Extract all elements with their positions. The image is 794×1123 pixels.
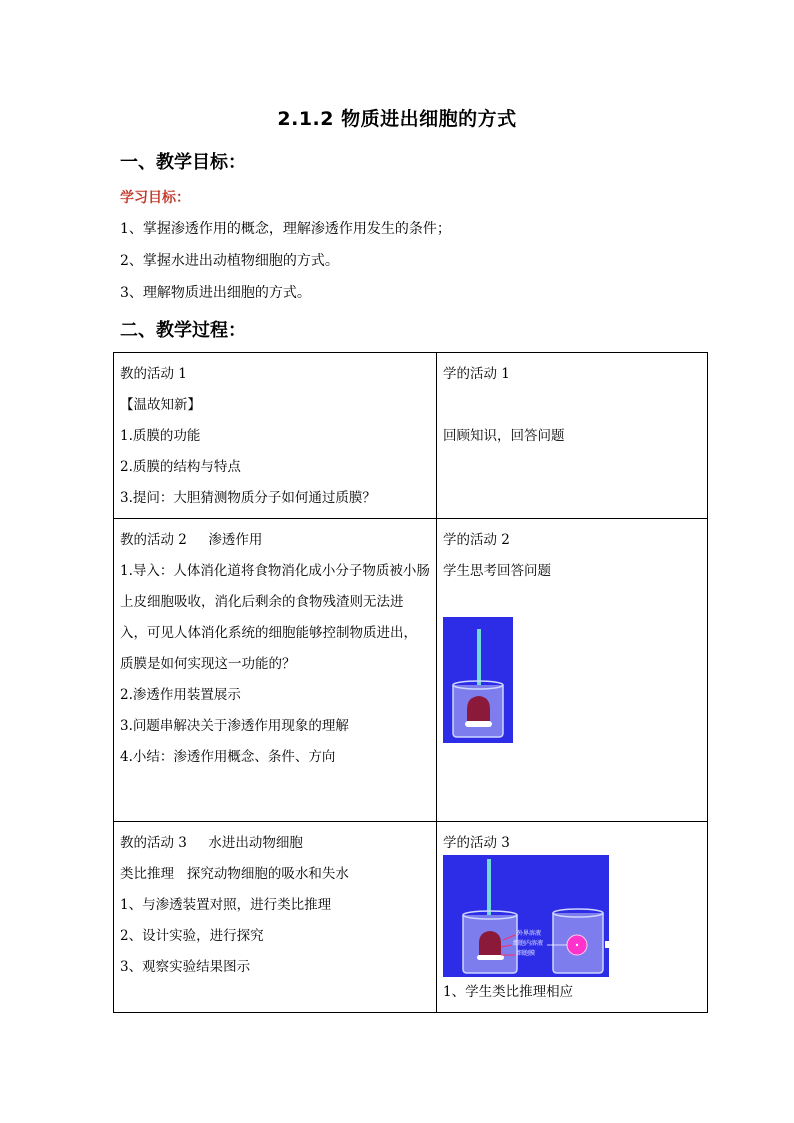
cell-text: 教的活动 3 水进出动物细胞 xyxy=(120,835,303,851)
cell-text: 回顾知识，回答问题 xyxy=(443,428,565,444)
cell-text: 2.渗透作用装置展示 xyxy=(120,687,241,703)
cell-text: 教的活动 2 渗透作用 xyxy=(120,532,263,548)
cell-text: 学的活动 2 xyxy=(443,532,510,548)
figure-label: 细胞膜 xyxy=(517,950,536,957)
cell-text xyxy=(443,390,701,421)
table-row xyxy=(114,353,708,519)
cell-text: 学的活动 3 xyxy=(443,835,510,851)
teacher-cell xyxy=(114,353,437,519)
cell-text: 3、观察实验结果图示 xyxy=(120,959,251,975)
section-heading-objectives: 一、教学目标： xyxy=(120,152,246,173)
table-row xyxy=(114,519,708,822)
animal-cell-comparison-image xyxy=(443,855,609,977)
cell-text: 类比推理 探究动物细胞的吸水和失水 xyxy=(120,866,349,882)
osmosis-apparatus-image xyxy=(443,617,513,743)
section-heading-process: 二、教学过程： xyxy=(120,320,246,341)
cell-text: 3.问题串解决关于渗透作用现象的理解 xyxy=(120,718,349,734)
cell-text: 2.质膜的结构与特点 xyxy=(120,459,241,475)
cell-text: 学生思考回答问题 xyxy=(443,563,551,579)
cell-text: 1、与渗透装置对照，进行类比推理 xyxy=(120,897,332,913)
goal-item: 3、理解物质进出细胞的方式。 xyxy=(120,285,311,301)
goal-item: 1、掌握渗透作用的概念，理解渗透作用发生的条件； xyxy=(120,221,451,237)
cell-text: 3.提问：大胆猜测物质分子如何通过质膜？ xyxy=(120,490,376,506)
student-cell xyxy=(437,822,708,1013)
learning-goals-label: 学习目标： xyxy=(120,190,190,206)
cell-text: 教的活动 1 xyxy=(120,366,187,382)
cell-text: 学的活动 1 xyxy=(443,366,510,382)
cell-text: 2、设计实验，进行探究 xyxy=(120,928,264,944)
teacher-cell xyxy=(114,519,437,822)
cell-text: 1.质膜的功能 xyxy=(120,428,201,444)
cell-text: 4.小结：渗透作用概念、条件、方向 xyxy=(120,749,336,765)
teacher-cell xyxy=(114,822,437,1013)
cell-text: 1、学生类比推理相应 xyxy=(443,984,574,1000)
figure-label: 外界溶液 xyxy=(517,930,542,937)
student-cell xyxy=(437,353,708,519)
cell-text: 【温故知新】 xyxy=(120,397,201,413)
table-row xyxy=(114,822,708,1013)
cell-paragraph: 1.导入：人体消化道将食物消化成小分子物质被小肠上皮细胞吸收，消化后剩余的食物残渣则无法进入，可见人体消化系统的细胞能够控制物质进出，质膜是如何实现这一功能的？ xyxy=(120,563,430,672)
goal-item: 2、掌握水进出动植物细胞的方式。 xyxy=(120,253,339,269)
teaching-process-table xyxy=(113,352,708,1013)
page-title: 2.1.2 物质进出细胞的方式 xyxy=(277,108,517,130)
student-cell xyxy=(437,519,708,822)
figure-label: 细胞内溶液 xyxy=(513,940,544,947)
